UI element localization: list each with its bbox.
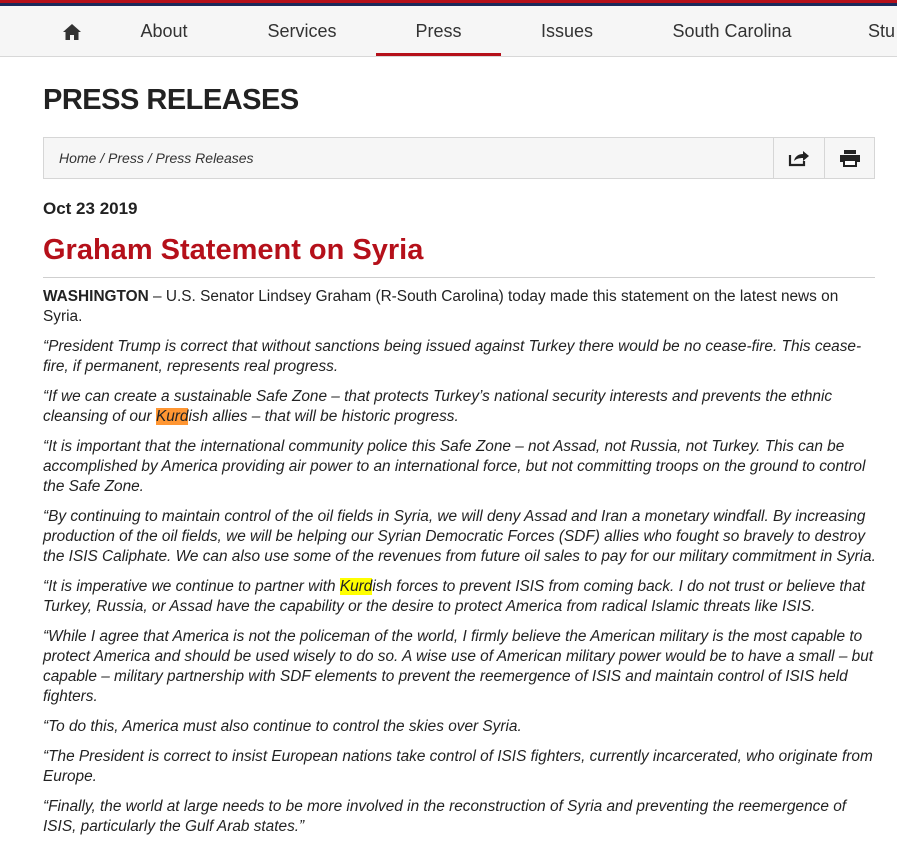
press-release-title: Graham Statement on Syria — [43, 234, 424, 266]
share-icon — [788, 149, 810, 167]
nav-student-services[interactable]: Stu — [868, 21, 896, 41]
release-date: Oct 23 2019 — [43, 199, 138, 218]
share-button[interactable] — [773, 138, 824, 178]
intro-text: – U.S. Senator Lindsey Graham (R-South Carolina) today made this statement on the latest news on Syria. — [43, 288, 839, 325]
article-paragraph — [43, 387, 878, 427]
article-paragraph: “The President is correct to insist European nations take control of ISIS fighters, currently incarcerated, who originate from Europe. — [43, 748, 873, 785]
paragraph-text: “It is imperative we continue to partner with — [43, 578, 340, 595]
article-paragraph: “President Trump is correct that without sanctions being issued against Turkey there would be no cease-fire. This cease-fire, if permanent, represents real progress. — [43, 338, 862, 375]
nav-home[interactable] — [52, 6, 92, 56]
article-paragraph: “Finally, the world at large needs to be more involved in the reconstruction of Syria and preventing the reemergence of ISIS, particularly the Gulf Arab states.” — [43, 798, 847, 835]
nav-services[interactable]: Services — [267, 21, 337, 41]
article-paragraph — [43, 577, 878, 617]
divider — [43, 277, 875, 278]
breadcrumb-separator: / — [96, 150, 109, 166]
article-paragraph: “By continuing to maintain control of the oil fields in Syria, we will deny Assad and Iran a monetary windfall. By increasing production of the oil fields, we will be helping our Syrian Democratic Forces (SDF) allies who fought so bravely to destroy the ISIS Caliphate. We can also use some of the revenues from future oil sales to pay for our military commitment in Syria. — [43, 508, 876, 565]
search-highlight-current: Kurd — [155, 408, 189, 425]
paragraph-text: ish allies – that will be historic progress. — [188, 408, 459, 425]
article-intro — [43, 287, 878, 327]
dateline: WASHINGTON — [43, 288, 149, 305]
main-nav — [0, 6, 897, 57]
breadcrumb-separator: / — [143, 150, 156, 166]
home-icon — [62, 23, 82, 41]
breadcrumb — [59, 150, 254, 166]
breadcrumb-bar — [43, 137, 875, 179]
nav-issues[interactable]: Issues — [540, 21, 594, 41]
paragraph-text: ish forces to prevent ISIS from coming back. I do not trust or believe that Turkey, Russia, or Assad have the capability or the desire to protect America from radical Islamic threats like ISIS. — [43, 578, 866, 615]
article-paragraph: “While I agree that America is not the policeman of the world, I firmly believe the American military is the most capable to protect America and should be used wisely to do so. A wise use of American military power would be to have a small – but capable – military partnership with SDF elements to prevent the reemergence of ISIS and maintain control of ISIS held fighters. — [43, 628, 874, 705]
breadcrumb-press[interactable]: Press — [108, 150, 144, 166]
nav-press[interactable]: Press — [376, 6, 501, 56]
nav-about[interactable]: About — [140, 21, 188, 41]
breadcrumb-press-releases[interactable]: Press Releases — [155, 150, 254, 166]
nav-south-carolina[interactable]: South Carolina — [672, 21, 792, 41]
article-paragraph: “It is important that the international community police this Safe Zone – not Assad, not Russia, not Turkey. This can be accomplished by America providing air power to an international force, but not committing troops on the ground to control the Safe Zone. — [43, 438, 866, 495]
article-paragraph: “To do this, America must also continue to control the skies over Syria. — [43, 718, 522, 735]
paragraph-text: “If we can create a sustainable Safe Zone – that protects Turkey’s national security interests and prevents the ethnic cleansing of our — [43, 388, 833, 425]
print-icon — [839, 149, 861, 167]
press-release-body — [43, 287, 878, 847]
page-title: PRESS RELEASES — [43, 84, 299, 116]
breadcrumb-home[interactable]: Home — [59, 150, 97, 166]
search-highlight-match: Kurd — [339, 578, 373, 595]
print-button[interactable] — [824, 138, 875, 178]
